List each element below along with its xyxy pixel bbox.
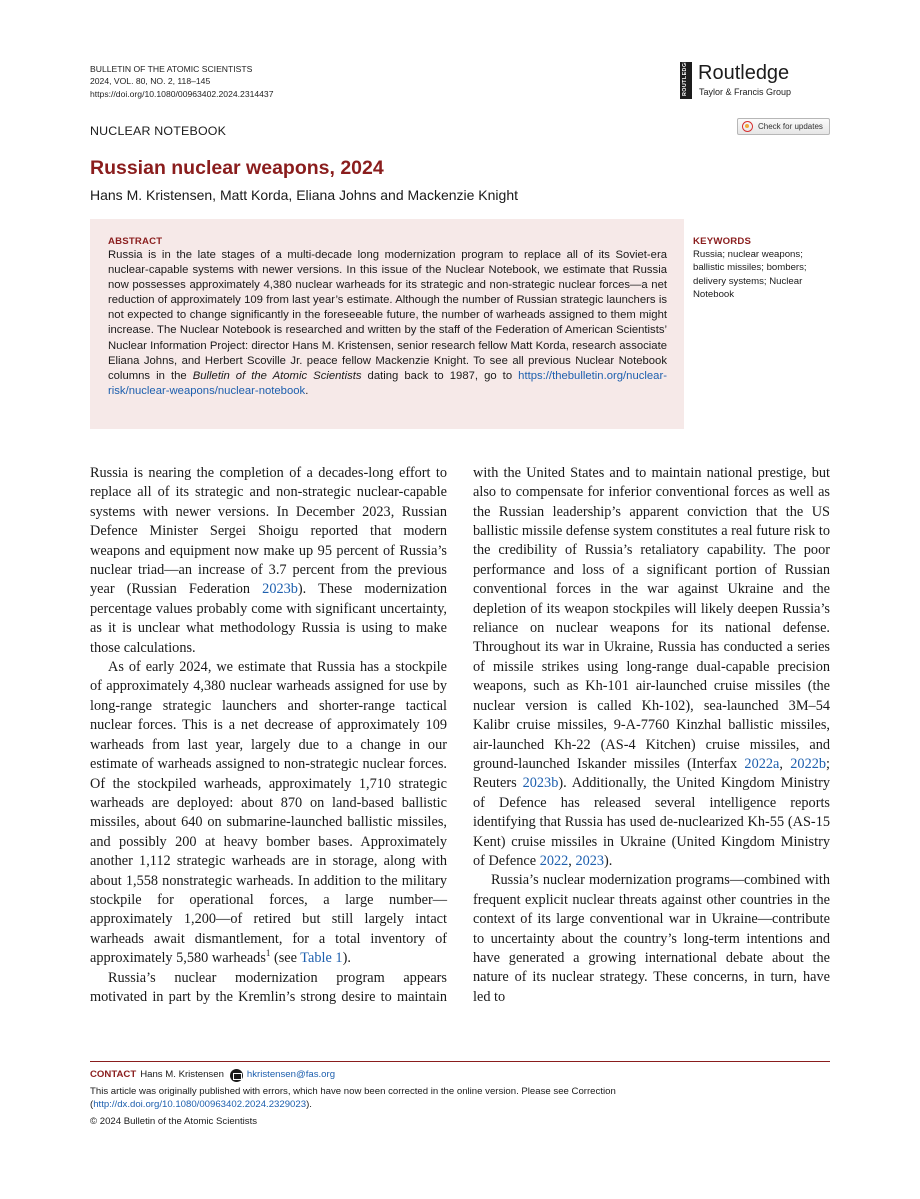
body-paragraph: Russia is nearing the completion of a decades-long effort to replace all of its strategic and non-strategic nuclear-capable systems with newer versions. In December 2023, Russian Defence Minister Sergei Shoigu reported that modern weapons and equipment now make up 95 percent of Russia’s nuclear triad—an increase of 3.7 percent from the previous year (Russian Federation 2023b). These modernization percentage values probably come with significant uncertainty, as it is unclear what methodology Russia is using to make those calculations. bbox=[90, 465, 447, 656]
body-paragraph: Russia’s nuclear modernization programs—combined with frequent explicit nuclear threats against other countries in the context of its large conventional war in Ukraine—contribute to uncertainty about the country’s long-term intentions and have generated a growing international debate about the nature of its nuclear strategy. These concerns, in turn, have led to bbox=[473, 872, 830, 1005]
contact-line bbox=[90, 1068, 335, 1082]
section-label: NUCLEAR NOTEBOOK bbox=[90, 124, 227, 138]
email-icon bbox=[230, 1069, 243, 1082]
ref-link[interactable]: 2023 bbox=[575, 852, 605, 869]
correction-link[interactable]: http://dx.doi.org/10.1080/00963402.2024.2329023 bbox=[93, 1099, 307, 1110]
body-column-right bbox=[473, 464, 830, 1044]
journal-volume: 2024, VOL. 80, NO. 2, 118–145 bbox=[90, 76, 211, 87]
ref-link[interactable]: 2022b bbox=[790, 755, 827, 772]
footnote-marker[interactable]: 1 bbox=[265, 948, 271, 959]
body-paragraph: Russia’s nuclear modernization program appears motivated in part by the Kremlin’s strong desire to maintain bbox=[90, 969, 447, 1005]
publisher-name: Routledge bbox=[698, 62, 790, 84]
article-authors: Hans M. Kristensen, Matt Korda, Eliana Johns and Mackenzie Knight bbox=[90, 187, 518, 203]
publisher-subtitle: Taylor & Francis Group bbox=[699, 87, 792, 97]
keywords-text: Russia; nuclear weapons; ballistic missiles; bombers; delivery systems; Nuclear Notebook bbox=[693, 249, 807, 301]
copyright: © 2024 Bulletin of the Atomic Scientists bbox=[90, 1116, 258, 1127]
contact-name: Hans M. Kristensen bbox=[140, 1069, 224, 1080]
ref-link[interactable]: 2023b bbox=[262, 581, 298, 598]
body-paragraph-continued: with the United States and to maintain national prestige, but also to compensate for inferior conventional forces as well as the Russian leadership’s apparent conviction that the US ballistic missile defense system constitutes a real future risk to the credibility of Russia’s retaliatory capability. The poor performance and loss of a significant portion of Russian conventional forces in the war against Ukraine and the depletion of its weapon stockpiles will likely deepen Russia’s reliance on nuclear weapons for its national defense. Throughout its war in Ukraine, Russia has conducted a series of missile strikes using long-range dual-capable precision weapons, such as Kh-101 air-launched cruise missiles (the nuclear version is called Kh-102), sea-launched 3M–54 Kalibr cruise missiles, 9-A-7760 Kinzhal ballistic missiles, air-launched Kh-22 (AS-4 Kitchen) cruise missiles, and ground-launched Iskander missiles (Interfax 2022a, 2022b; Reuters 2023b). Additionally, the United Kingdom Ministry of Defence has released several intelligence reports identifying that Russia has used de-nuclearized Kh-55 (AS-15 Kent) cruise missiles in Ukraine (United Kingdom Ministry of Defence 2022, 2023). bbox=[473, 464, 830, 869]
publisher-logo[interactable] bbox=[680, 58, 830, 102]
journal-name: BULLETIN OF THE ATOMIC SCIENTISTS bbox=[90, 64, 253, 74]
contact-email-link[interactable]: hkristensen@fas.org bbox=[246, 1069, 336, 1080]
ref-link[interactable]: 2023b bbox=[522, 775, 559, 792]
journal-meta bbox=[90, 63, 274, 100]
check-updates-button[interactable] bbox=[737, 118, 830, 135]
contact-label: CONTACT bbox=[90, 1069, 137, 1080]
footer-rule bbox=[90, 1061, 830, 1062]
routledge-tab-icon: ROUTLEDGE bbox=[680, 62, 692, 99]
correction-note: This article was originally published with errors, which have now been corrected in the online version. Please see Correction (http://dx.doi.org/10.1080/00963402.2024.2329023). bbox=[90, 1086, 616, 1110]
body-paragraph: As of early 2024, we estimate that Russia has a stockpile of approximately 4,380 nuclear warheads assigned for use by long-range strategic launchers and shorter-range tactical nuclear forces. This is a net decrease of approximately 109 warheads from last year, largely due to a change in our estimate of warheads assigned to non-strategic nuclear forces. Of the stockpiled warheads, approximately 1,710 strategic warheads are deployed: about 870 on land-based ballistic missiles, about 640 on submarine-launched ballistic missiles, and possibly 200 at heavy bomber bases. Approximately another 1,112 strategic warheads are in storage, along with about 1,558 nonstrategic warheads. In addition to the military stockpile for operational forces, a large number—approximately 1,200—of retired but still largely intact warheads await dismantlement, for a total inventory of approximately 5,580 warheads$^1$ (see Table 1). bbox=[90, 659, 447, 967]
nuclear-notebook-link[interactable]: https://thebulletin.org/nuclear-risk/nuclear-weapons/nuclear-notebook bbox=[108, 369, 667, 397]
article-title: Russian nuclear weapons, 2024 bbox=[90, 157, 384, 179]
doi-link[interactable]: https://doi.org/10.1080/00963402.2024.2314437 bbox=[90, 88, 274, 99]
body-column-left bbox=[90, 464, 447, 1008]
check-updates-label: Check for updates bbox=[758, 122, 823, 131]
ref-link[interactable]: 2022 bbox=[539, 852, 569, 869]
abstract-heading: ABSTRACT bbox=[108, 236, 163, 247]
keywords bbox=[693, 236, 833, 302]
abstract-box bbox=[90, 219, 684, 429]
crossmark-icon bbox=[742, 121, 753, 132]
abstract-text: Russia is in the late stages of a multi-decade long modernization program to replace all of its Soviet-era nuclear-capable systems with newer versions. In this issue of the Nuclear Notebook, we estimate that Russia now possesses approximately 4,380 nuclear warheads for its strategic and non-strategic nuclear forces—a net reduction of approximately 109 from last year’s estimate. Although the number of Russian strategic launchers is not expected to change significantly in the foreseeable future, the number of warheads assigned to them might increase. The Nuclear Notebook is researched and written by the staff of the Federation of American Scientists’ Nuclear Information Project: director Hans M. Kristensen, senior research fellow Matt Korda, research associate Eliana Johns, and Herbert Scoville Jr. peace fellow Mackenzie Knight. To see all previous Nuclear Notebook columns in the Bulletin of the Atomic Scientists dating back to 1987, go to https://thebulletin.org/nuclear-risk/nuclear-weapons/nuclear-notebook. bbox=[108, 249, 667, 397]
keywords-heading: KEYWORDS bbox=[693, 236, 752, 247]
table-link[interactable]: Table 1 bbox=[300, 950, 343, 967]
ref-link[interactable]: 2022a bbox=[744, 755, 780, 772]
